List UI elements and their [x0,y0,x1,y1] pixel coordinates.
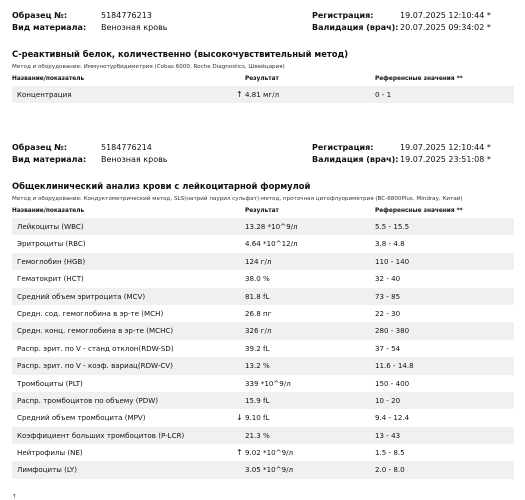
table-row [12,357,514,374]
row-reference: 5.5 - 15.5 [375,222,410,231]
table-row [12,288,514,305]
sample-number-label: Образец №: [12,11,68,20]
table-row [12,235,514,252]
row-reference: 10 - 20 [375,395,401,405]
header-reference: Референсные значения ** [375,208,463,214]
flag-down-icon: ↓ [236,413,243,423]
table-row [12,461,514,478]
table-row [12,375,514,392]
sample-number-label: Образец №: [12,143,68,152]
cbc-table [12,218,514,479]
sample-info-1 [12,10,517,34]
row-reference: 73 - 85 [375,291,401,301]
row-result: 21.3 % [245,430,270,440]
table-row [12,427,514,444]
row-result: 4.81 мг/л [245,90,280,99]
header-result: Результат [245,76,279,82]
material-value: Венозная кровь [101,155,168,164]
row-result: 9.10 fL [245,413,270,423]
row-name: Гематокрит (HCT) [17,274,84,284]
row-result: 13.2 % [245,361,270,371]
crp-table [12,86,514,103]
row-result: 81.8 fL [245,291,270,301]
row-name: Эритроциты (RBC) [17,239,86,249]
row-reference: 280 - 380 [375,326,410,336]
sample-info-2 [12,142,517,166]
header-name: Название/показатель [12,76,85,82]
row-reference: 2.0 - 8.0 [375,465,405,475]
row-reference: 13 - 43 [375,430,401,440]
validation-label: Валидация (врач): [312,23,399,32]
row-result: 339 *10^9/л [245,378,291,388]
row-reference: 22 - 30 [375,308,401,318]
row-reference: 32 - 40 [375,274,401,284]
row-name: Гемоглобин (HGB) [17,256,86,266]
crp-table-header [12,74,514,84]
table-row [12,322,514,339]
crp-section-title: С-реактивный белок, количественно (высокочувствительный метод) [12,49,349,59]
row-name: Концентрация [17,90,72,99]
flag-up-icon: ↑ [236,448,243,458]
row-name: Средн. сод. гемоглобина в эр-те (MCH) [17,308,164,318]
table-row [12,444,514,461]
row-name: Распр. эрит. по V - станд отклон(RDW-SD) [17,343,174,353]
registration-label: Регистрация: [312,143,374,152]
row-name: Распр. тромбоцитов по объему (PDW) [17,395,158,405]
row-name: Распр. эрит. по V - коэф. вариац(RDW-CV) [17,361,173,371]
row-reference: 150 - 400 [375,378,410,388]
row-name: Лейкоциты (WBC) [17,222,84,231]
table-row [12,253,514,270]
validation-label: Валидация (врач): [312,155,399,164]
header-reference: Референсные значения ** [375,76,463,82]
crp-method: Метод и оборудование: Иммунотурбидиметрия (Cobas 6000, Roche Diagnostics, Швейцария) [12,64,285,70]
cbc-method: Метод и оборудование: Кондуктометрический метод, SLS(натрий лаурил сульфат)-метод, проточная цитофлуориметрия (BC-6800Plus, Mindray, Китай) [12,196,463,202]
table-row [12,340,514,357]
row-reference: 3.8 - 4.8 [375,239,405,249]
row-name: Лимфоциты (LY) [17,465,78,475]
row-name: Коэффициент больших тромбоцитов (P-LCR) [17,430,185,440]
validation-value: 20.07.2025 09:34:02 * [400,23,491,32]
row-result: 26.8 пг [245,308,272,318]
registration-value: 19.07.2025 12:10:44 * [400,11,491,20]
sample-number-value: 5184776213 [101,11,152,20]
row-result: 3.05 *10^9/л [245,465,294,475]
header-name: Название/показатель [12,208,85,214]
row-result: 39.2 fL [245,343,270,353]
row-reference: 1.5 - 8.5 [375,448,405,458]
table-row [12,218,514,235]
row-name: Тромбоциты (PLT) [17,378,83,388]
table-row [12,392,514,409]
table-row [12,86,514,103]
validation-value: 19.07.2025 23:51:08 * [400,155,491,164]
sample-number-value: 5184776214 [101,143,152,152]
row-name: Средн. конц. гемоглобина в эр-те (MCHC) [17,326,174,336]
flag-up-icon: ↑ [236,90,243,99]
registration-label: Регистрация: [312,11,374,20]
table-row [12,305,514,322]
table-row [12,409,514,426]
footnote: ↑ [12,494,17,500]
material-label: Вид материала: [12,155,87,164]
header-result: Результат [245,208,279,214]
row-reference: 0 - 1 [375,90,392,99]
row-reference: 9.4 - 12.4 [375,413,410,423]
row-reference: 110 - 140 [375,256,410,266]
cbc-section-title: Общеклинический анализ крови с лейкоцитарной формулой [12,181,311,191]
row-result: 124 г/л [245,256,272,266]
material-label: Вид материала: [12,23,87,32]
table-row [12,270,514,287]
row-result: 15.9 fL [245,395,270,405]
row-result: 13.28 *10^9/л [245,222,298,231]
row-name: Нейтрофилы (NE) [17,448,83,458]
row-result: 326 г/л [245,326,272,336]
row-reference: 11.6 - 14.8 [375,361,414,371]
row-result: 38.0 % [245,274,270,284]
row-name: Средний объем эритроцита (MCV) [17,291,146,301]
registration-value: 19.07.2025 12:10:44 * [400,143,491,152]
material-value: Венозная кровь [101,23,168,32]
row-name: Средний объем тромбоцита (MPV) [17,413,146,423]
row-reference: 37 - 54 [375,343,401,353]
cbc-table-header [12,206,514,216]
row-result: 9.02 *10^9/л [245,448,294,458]
row-result: 4.64 *10^12/л [245,239,298,249]
